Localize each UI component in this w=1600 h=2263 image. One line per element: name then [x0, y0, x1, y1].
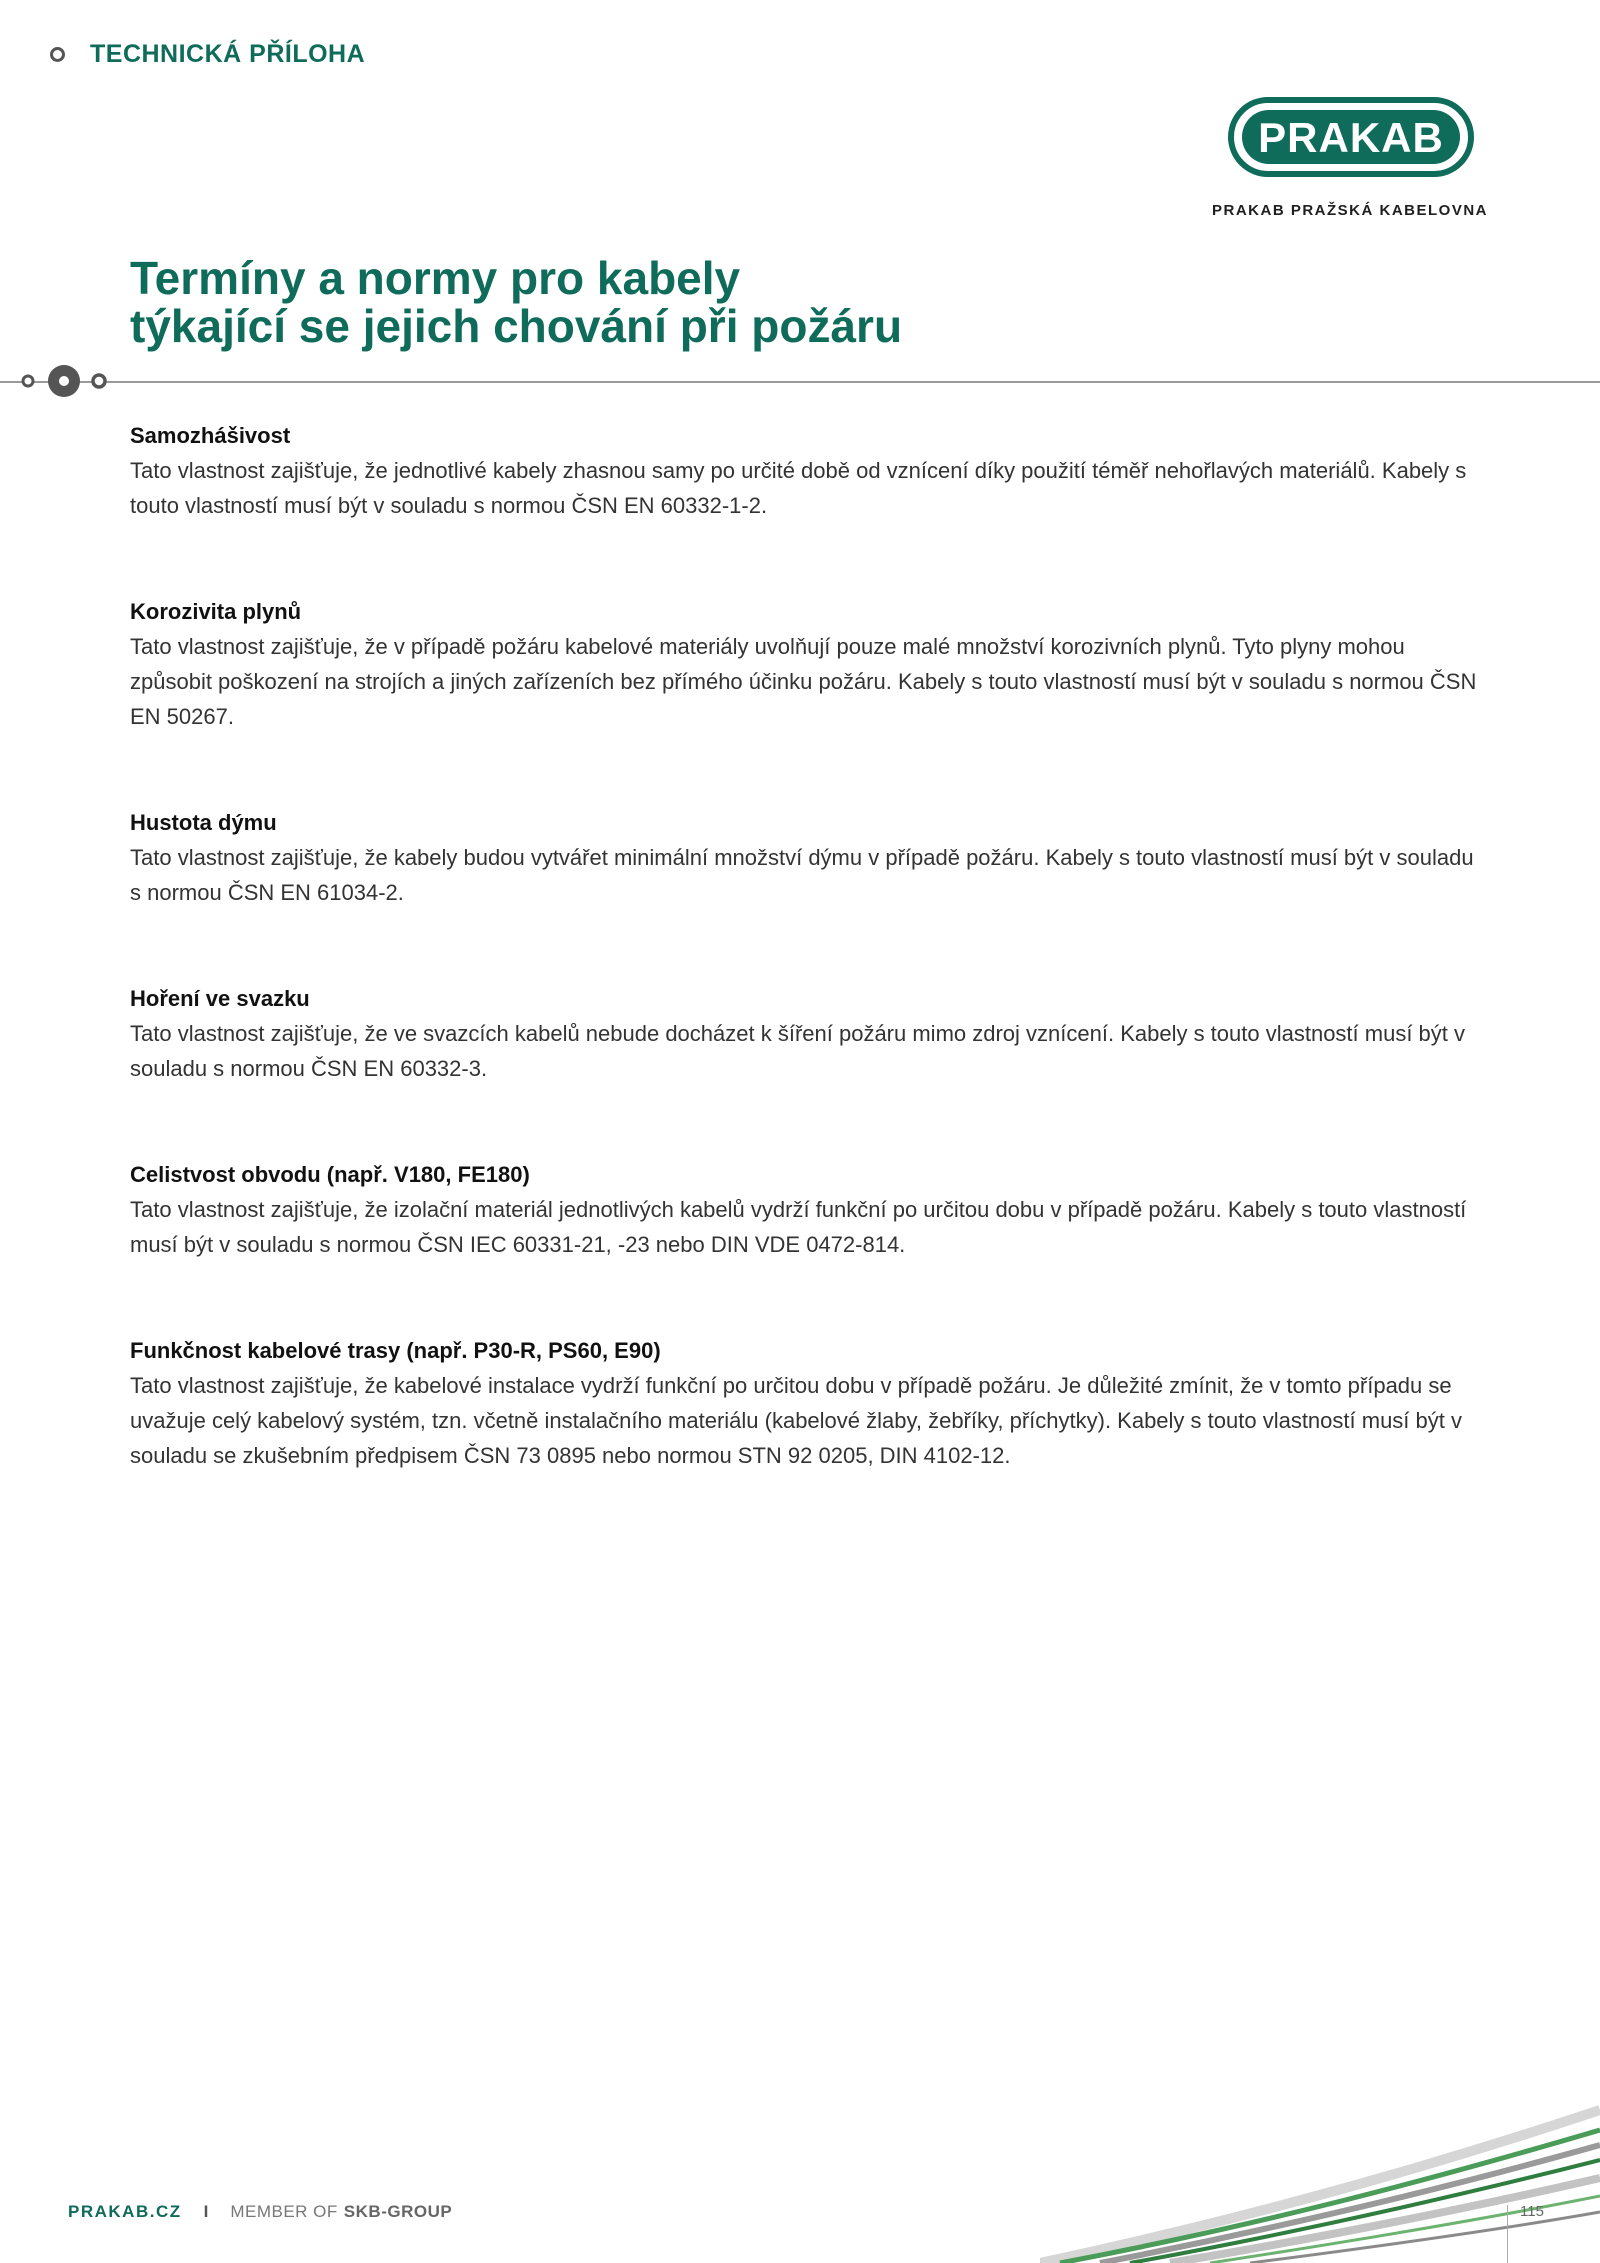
term-heading: Korozivita plynů — [130, 599, 302, 624]
cable-wave-decoration — [1040, 2100, 1600, 2263]
page-number-divider — [1507, 2205, 1508, 2263]
decorative-rings-icon — [0, 360, 120, 404]
page-title-line-1: Termíny a normy pro kabely — [130, 252, 741, 304]
term-heading: Hoření ve svazku — [130, 986, 310, 1011]
footer-separator: I — [203, 2202, 209, 2221]
page-number: 115 — [1520, 2203, 1544, 2220]
logo-wordmark: PRAKAB — [1258, 114, 1444, 161]
term-heading: Hustota dýmu — [130, 810, 277, 835]
term-heading: Celistvost obvodu (např. V180, FE180) — [130, 1162, 530, 1187]
term-heading: Funkčnost kabelové trasy (např. P30-R, PS60, E90) — [130, 1338, 661, 1363]
section-label-text: TECHNICKÁ PŘÍLOHA — [90, 40, 366, 68]
term-celistvost-obvodu — [130, 1157, 1490, 1262]
term-hustota-dymu — [130, 805, 1490, 910]
logo-subtitle: PRAKAB PRAŽSKÁ KABELOVNA — [1211, 202, 1488, 219]
bullet-ring-icon — [50, 47, 65, 62]
prakab-logo — [1228, 97, 1474, 177]
terms-list — [130, 418, 1490, 1544]
footer-site-link[interactable]: PRAKAB.CZ — [68, 2202, 182, 2221]
page-title — [130, 254, 1230, 350]
header-divider — [0, 381, 1600, 383]
term-body: Tato vlastnost zajišťuje, že kabely budou vytvářet minimální množství dýmu v případě požáru. Kabely s touto vlastností musí být v souladu s normou ČSN EN 61034-2. — [130, 845, 1474, 905]
term-body: Tato vlastnost zajišťuje, že kabelové instalace vydrží funkční po určitou dobu v případě požáru. Je důležité zmínit, že v tomto případu se uvažuje celý kabelový systém, tzn. včetně instalačního materiálu (kabelové žlaby, žebříky, příchytky). Kabely s touto vlastností musí být v souladu se zkušebním předpisem ČSN 73 0895 nebo normou STN 92 0205, DIN 4102-12. — [130, 1373, 1462, 1468]
term-horeni-ve-svazku — [130, 981, 1490, 1086]
term-body: Tato vlastnost zajišťuje, že izolační materiál jednotlivých kabelů vydrží funkční po určitou dobu v případě požáru. Kabely s touto vlastností musí být v souladu s normou ČSN IEC 60331-21, -23 nebo DIN VDE 0472-814. — [130, 1197, 1467, 1257]
term-body: Tato vlastnost zajišťuje, že ve svazcích kabelů nebude docházet k šíření požáru mimo zdroj vznícení. Kabely s touto vlastností musí být v souladu s normou ČSN EN 60332-3. — [130, 1021, 1466, 1081]
term-heading: Samozhášivost — [130, 423, 291, 448]
footer-group-name: SKB-GROUP — [343, 2202, 453, 2221]
term-samozhasivost — [130, 418, 1490, 523]
section-label — [50, 40, 365, 69]
term-korozivita-plynu — [130, 594, 1490, 734]
page-title-line-2: týkající se jejich chování při požáru — [130, 300, 903, 352]
footer-member-text: MEMBER OF — [230, 2202, 338, 2221]
term-body: Tato vlastnost zajišťuje, že jednotlivé kabely zhasnou samy po určité době od vznícení díky použití téměř nehořlavých materiálů. Kabely s touto vlastností musí být v souladu s normou ČSN EN 60332-1-2. — [130, 458, 1467, 518]
footer — [68, 2202, 452, 2222]
term-body: Tato vlastnost zajišťuje, že v případě požáru kabelové materiály uvolňují pouze malé množství korozivních plynů. Tyto plyny mohou způsobit poškození na strojích a jiných zařízeních bez přímého účinku požáru. Kabely s touto vlastností musí být v souladu s normou ČSN EN 50267. — [130, 634, 1477, 729]
term-funkcnost-kabelove-trasy — [130, 1333, 1490, 1473]
